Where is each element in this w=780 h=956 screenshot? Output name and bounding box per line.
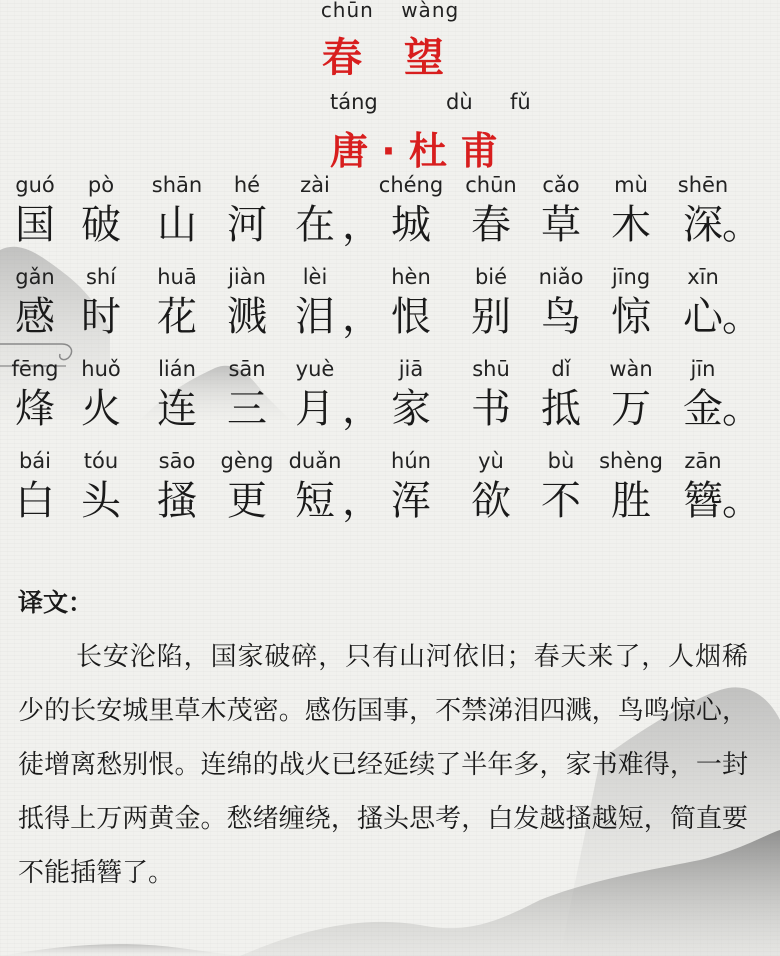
character-pinyin: chūn: [465, 173, 517, 197]
author-pinyin: táng: [330, 90, 378, 114]
character-pinyin: jiàn: [228, 265, 266, 289]
character-hanzi: 万: [611, 386, 651, 432]
poem-line: [0, 262, 780, 354]
character-pinyin: gèng: [220, 449, 274, 473]
character-hanzi: 簪: [683, 478, 723, 524]
character-hanzi: 溅: [227, 294, 267, 340]
character-hanzi: 短: [295, 478, 335, 524]
poem-character: [66, 354, 136, 434]
poem-character: [376, 170, 446, 250]
poem-character: [596, 446, 666, 526]
character-hanzi: 书: [471, 386, 511, 432]
period-punctuation: 。: [722, 386, 762, 432]
character-pinyin: zān: [684, 449, 722, 473]
character-pinyin: dǐ: [551, 357, 571, 381]
character-pinyin: guó: [15, 173, 55, 197]
poem-character: [376, 446, 446, 526]
translation-text: 长安沦陷，国家破碎，只有山河依旧；春天来了，人烟稀少的长安城里草木茂密。感伤国事，不禁涕泪四溅，鸟鸣惊心，徒增离愁别恨。连绵的战火已经延续了半年多，家书难得，一封抵得上万两黄金。愁绪缠绕，搔头思考，白发越搔越短，简直要不能插簪了。: [18, 642, 748, 888]
character-hanzi: 家: [391, 386, 431, 432]
poem-character: [376, 354, 446, 434]
character-hanzi: 破: [81, 202, 121, 248]
character-hanzi: 城: [391, 202, 431, 248]
character-hanzi: 白: [15, 478, 55, 524]
poem-character: [142, 446, 212, 526]
poem-character: [596, 262, 666, 342]
character-pinyin: hèn: [391, 265, 431, 289]
character-pinyin: shān: [151, 173, 203, 197]
character-hanzi: 心: [683, 294, 723, 340]
character-hanzi: 惊: [611, 294, 651, 340]
character-hanzi: 河: [227, 202, 267, 248]
character-hanzi: 三: [227, 386, 267, 432]
poem-character: [280, 446, 350, 526]
character-hanzi: 时: [81, 294, 121, 340]
character-pinyin: lèi: [302, 265, 328, 289]
character-pinyin: bái: [18, 449, 52, 473]
author-pinyin: fǔ: [510, 90, 531, 114]
character-pinyin: hé: [233, 173, 261, 197]
character-pinyin: shēn: [677, 173, 729, 197]
poem-character: [66, 446, 136, 526]
poem-title: 春 望: [322, 35, 458, 81]
poem-character: [526, 262, 596, 342]
author-pinyin: dù: [446, 90, 473, 114]
character-hanzi: 不: [541, 478, 581, 524]
character-pinyin: xīn: [687, 265, 719, 289]
poem-character: [66, 262, 136, 342]
character-pinyin: shí: [85, 265, 117, 289]
comma-punctuation: ，: [342, 202, 382, 248]
character-hanzi: 木: [611, 202, 651, 248]
character-hanzi: 山: [157, 202, 197, 248]
character-hanzi: 浑: [391, 478, 431, 524]
character-pinyin: chéng: [378, 173, 444, 197]
character-pinyin: jīn: [690, 357, 716, 381]
poem-character: [376, 262, 446, 342]
character-pinyin: lián: [158, 357, 196, 381]
poem-character: [0, 262, 70, 342]
character-hanzi: 在: [295, 202, 335, 248]
poem-character: [142, 354, 212, 434]
poem-character: [142, 170, 212, 250]
poem-character: [280, 354, 350, 434]
poem-character: [456, 262, 526, 342]
character-hanzi: 深: [683, 202, 723, 248]
poem-character: [66, 170, 136, 250]
character-hanzi: 泪: [295, 294, 335, 340]
character-hanzi: 胜: [611, 478, 651, 524]
period-punctuation: 。: [722, 294, 762, 340]
character-hanzi: 春: [471, 202, 511, 248]
character-pinyin: pò: [87, 173, 115, 197]
character-pinyin: gǎn: [15, 265, 55, 289]
poem-character: [596, 354, 666, 434]
character-hanzi: 感: [15, 294, 55, 340]
character-pinyin: huā: [157, 265, 197, 289]
character-pinyin: shū: [472, 357, 510, 381]
character-pinyin: huǒ: [81, 357, 121, 381]
character-pinyin: bù: [547, 449, 575, 473]
poem-character: [0, 170, 70, 250]
period-punctuation: 。: [722, 202, 762, 248]
character-pinyin: cǎo: [542, 173, 580, 197]
character-hanzi: 抵: [541, 386, 581, 432]
character-pinyin: shèng: [599, 449, 663, 473]
poem-author: 唐 · 杜 甫: [330, 129, 499, 173]
character-hanzi: 火: [81, 386, 121, 432]
title-pinyin-syllable: chūn: [320, 0, 374, 22]
character-pinyin: sāo: [158, 449, 196, 473]
character-hanzi: 花: [157, 294, 197, 340]
character-pinyin: wàn: [609, 357, 653, 381]
character-pinyin: duǎn: [288, 449, 342, 473]
poem-character: [0, 354, 70, 434]
poem-character: [142, 262, 212, 342]
character-pinyin: yù: [478, 449, 504, 473]
poem-line: [0, 446, 780, 538]
translation-label: 译文：: [18, 588, 94, 617]
character-pinyin: jiā: [398, 357, 424, 381]
character-hanzi: 草: [541, 202, 581, 248]
character-hanzi: 搔: [157, 478, 197, 524]
poem-character: [526, 354, 596, 434]
poem-character: [280, 170, 350, 250]
character-pinyin: yuè: [295, 357, 335, 381]
character-hanzi: 别: [471, 294, 511, 340]
comma-punctuation: ，: [342, 478, 382, 524]
poem-character: [456, 170, 526, 250]
title-pinyin-syllable: wàng: [401, 0, 460, 22]
character-pinyin: fēng: [11, 357, 59, 381]
comma-punctuation: ，: [342, 294, 382, 340]
character-pinyin: tóu: [83, 449, 119, 473]
period-punctuation: 。: [722, 478, 762, 524]
character-hanzi: 金: [683, 386, 723, 432]
poem-character: [0, 446, 70, 526]
comma-punctuation: ，: [342, 386, 382, 432]
poem-character: [596, 170, 666, 250]
poem-character: [212, 170, 282, 250]
character-hanzi: 月: [295, 386, 335, 432]
character-pinyin: niǎo: [538, 265, 584, 289]
character-pinyin: sān: [228, 357, 266, 381]
poem-character: [212, 354, 282, 434]
character-pinyin: zài: [300, 173, 330, 197]
poem-character: [280, 262, 350, 342]
poem-character: [456, 354, 526, 434]
character-hanzi: 恨: [391, 294, 431, 340]
poem-line: [0, 170, 780, 262]
character-pinyin: jīng: [611, 265, 651, 289]
poem-character: [212, 262, 282, 342]
character-pinyin: bié: [474, 265, 508, 289]
character-hanzi: 头: [81, 478, 121, 524]
character-pinyin: hún: [391, 449, 431, 473]
poem-character: [456, 446, 526, 526]
character-hanzi: 欲: [471, 478, 511, 524]
poem-character: [212, 446, 282, 526]
poem-character: [526, 446, 596, 526]
title-pinyin: [0, 0, 780, 22]
character-hanzi: 国: [15, 202, 55, 248]
poem-line: [0, 354, 780, 446]
character-hanzi: 鸟: [541, 294, 581, 340]
character-hanzi: 更: [227, 478, 267, 524]
character-hanzi: 烽: [15, 386, 55, 432]
character-pinyin: mù: [614, 173, 648, 197]
poem-character: [526, 170, 596, 250]
character-hanzi: 连: [157, 386, 197, 432]
